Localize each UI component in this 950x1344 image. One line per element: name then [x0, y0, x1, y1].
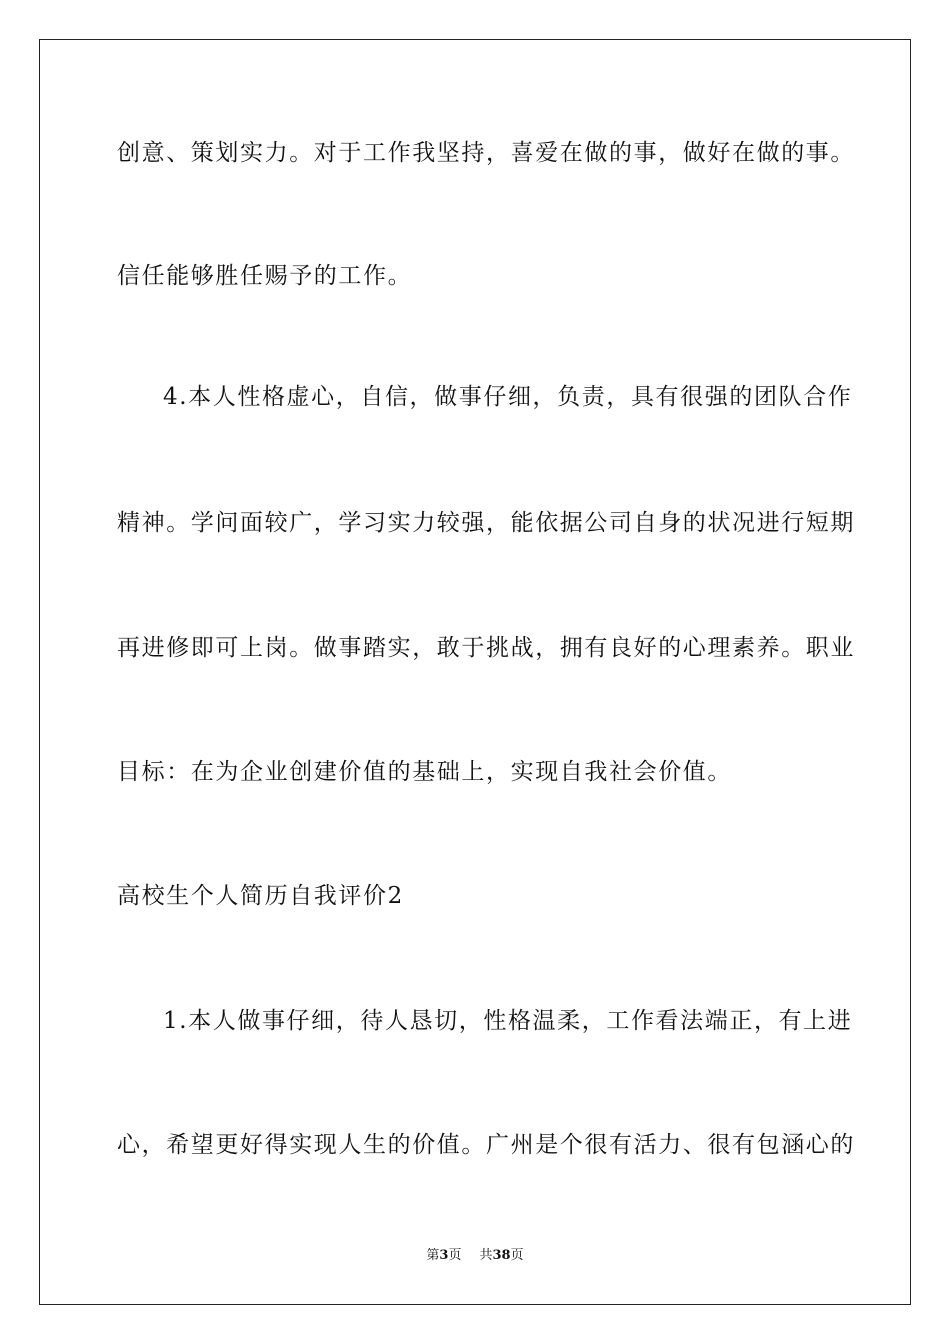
paragraph-line: 目标：在为企业创建价值的基础上，实现自我社会价值。 — [117, 759, 732, 785]
total-prefix: 共 — [479, 1248, 493, 1263]
paragraph-line: 再进修即可上岗。做事踏实，敢于挑战，拥有良好的心理素养。职业 — [117, 635, 855, 661]
section-heading: 高校生个人简历自我评价2 — [117, 883, 404, 909]
page-border — [39, 39, 911, 1305]
paragraph-line: 精神。学问面较广，学习实力较强，能依据公司自身的状况进行短期 — [117, 510, 855, 536]
paragraph-line: 1.本人做事仔细，待人恳切，性格温柔，工作看法端正，有上进 — [163, 1008, 853, 1034]
total-suffix: 页 — [510, 1248, 524, 1263]
paragraph-line: 信任能够胜任赐予的工作。 — [117, 263, 413, 289]
total-pages: 38 — [492, 1248, 511, 1263]
page-number: 3 — [439, 1248, 449, 1263]
page-prefix: 第 — [426, 1248, 440, 1263]
page-suffix: 页 — [448, 1248, 462, 1263]
paragraph-line: 创意、策划实力。对于工作我坚持，喜爱在做的事，做好在做的事。 — [117, 140, 855, 166]
page-footer — [0, 1247, 950, 1265]
paragraph-line: 心，希望更好得实现人生的价值。广州是个很有活力、很有包涵心的 — [117, 1132, 855, 1158]
paragraph-line: 4.本人性格虚心，自信，做事仔细，负责，具有很强的团队合作 — [163, 384, 853, 410]
